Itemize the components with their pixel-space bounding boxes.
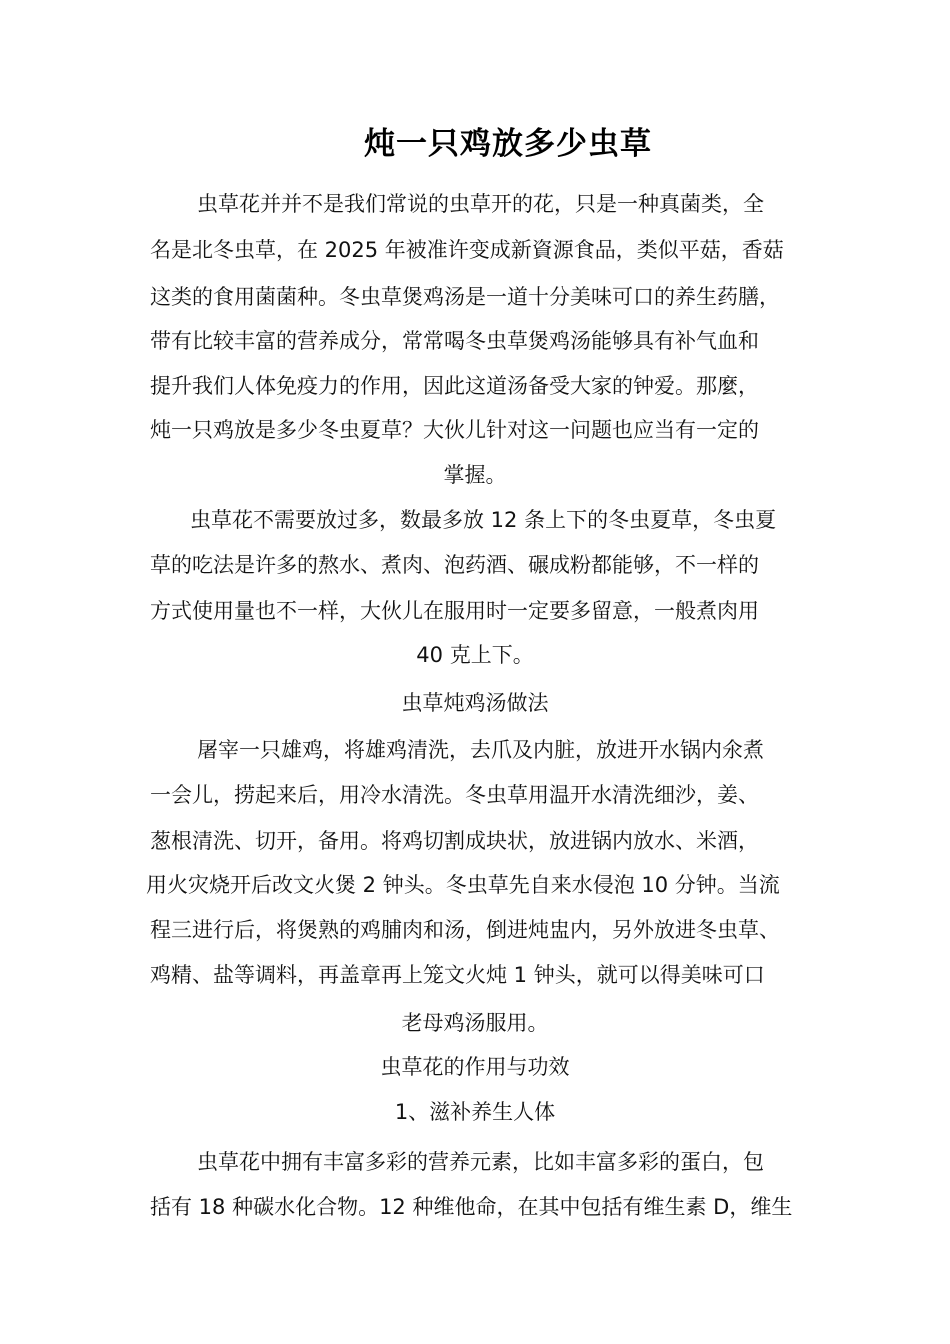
text-line: 40 克上下。 [416, 643, 534, 667]
text-line: 括有 18 种碳水化合物。12 种维他命，在其中包括有维生素 D，维生 [150, 1195, 793, 1219]
section-heading: 虫草炖鸡汤做法 [401, 691, 549, 715]
text-line: 虫草花不需要放过多，数最多放 12 条上下的冬虫夏草，冬虫夏 [190, 508, 777, 532]
subsection-heading: 1、滋补养生人体 [394, 1100, 556, 1124]
text-line: 名是北冬虫草，在 2025 年被准许变成新資源食品，类似平菇，香菇 [150, 238, 784, 262]
document-title: 炖一只鸡放多少虫草 [364, 126, 652, 162]
text-line: 鸡精、盐等调料，再盖章再上笼文火炖 1 钟头，就可以得美味可口 [150, 963, 765, 987]
text-line: 屠宰一只雄鸡，将雄鸡清洗，去爪及内脏，放进开水锅内氽煮 [197, 738, 764, 762]
text-line: 虫草花并并不是我们常说的虫草开的花，只是一种真菌类，全 [197, 192, 764, 216]
text-line: 虫草花中拥有丰富多彩的营养元素，比如丰富多彩的蛋白，包 [197, 1150, 764, 1174]
text-line: 老母鸡汤服用。 [401, 1011, 549, 1035]
text-line: 葱根清洗、切开，备用。将鸡切割成块状，放进锅内放水、米酒， [150, 829, 759, 853]
section-heading: 虫草花的作用与功效 [380, 1055, 570, 1079]
text-line: 一会儿，捞起来后，用冷水清洗。冬虫草用温开水清洗细沙，姜、 [150, 783, 759, 807]
text-line: 炖一只鸡放是多少冬虫夏草？大伙儿针对这一问题也应当有一定的 [150, 418, 759, 442]
text-line: 方式使用量也不一样，大伙儿在服用时一定要多留意，一般煮肉用 [150, 599, 759, 623]
text-line: 程三进行后，将煲熟的鸡脯肉和汤，倒进炖盅内，另外放进冬虫草、 [150, 918, 780, 942]
text-line: 用火灾烧开后改文火煲 2 钟头。冬虫草先自来水侵泡 10 分钟。当流 [146, 873, 780, 897]
text-line: 提升我们人体免疫力的作用，因此这道汤备受大家的钟爱。那麼， [150, 374, 759, 398]
text-line: 草的吃法是许多的熬水、煮肉、泡药酒、碾成粉都能够，不一样的 [150, 553, 759, 577]
text-line: 这类的食用菌菌种。冬虫草煲鸡汤是一道十分美味可口的养生药膳， [150, 285, 780, 309]
text-line: 带有比较丰富的营养成分，常常喝冬虫草煲鸡汤能够具有补气血和 [150, 329, 759, 353]
text-line: 掌握。 [443, 463, 507, 487]
